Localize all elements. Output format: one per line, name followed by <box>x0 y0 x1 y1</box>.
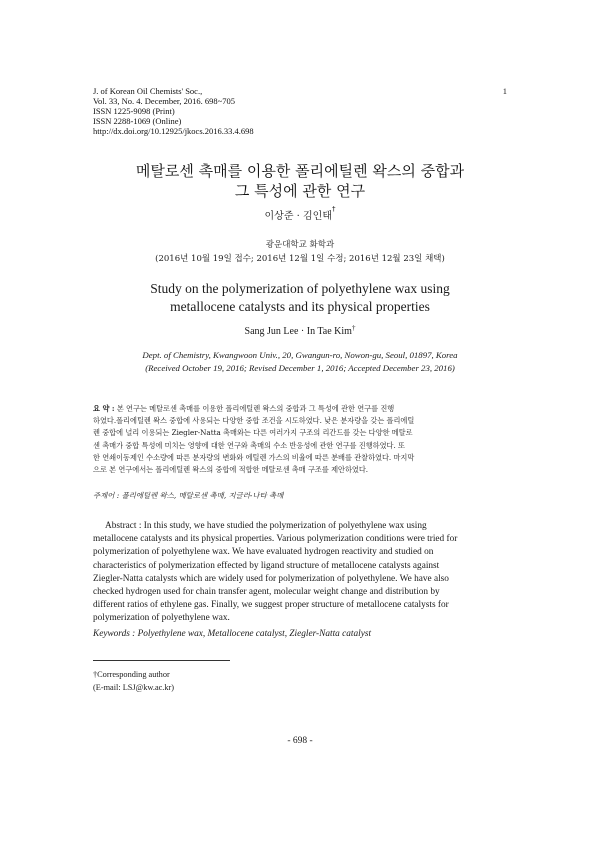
korean-affiliation <box>0 238 600 266</box>
english-title-line-2: metallocene catalysts and its physical properties <box>170 299 430 314</box>
english-abstract-line: polymerization of polyethylene wax. <box>93 613 230 624</box>
english-abstract-line: Ziegler-Natta catalysts which are widely used for polymerization of polyethylene. We have also <box>93 573 449 584</box>
korean-abstract-line: 센 촉매가 중합 특성에 미치는 영향에 대한 연구와 촉매의 수소 반응성에 관한 연구를 진행하였다. 또 <box>93 440 405 450</box>
korean-authors <box>0 207 600 222</box>
english-abstract-line: : In this study, we have studied the polymerization of polyethylene wax using <box>136 521 427 531</box>
english-abstract <box>93 520 506 626</box>
english-dates: (Received October 19, 2016; Revised December 1, 2016; Accepted December 23, 2016) <box>145 363 455 373</box>
korean-dates: (2016년 10월 19일 접수; 2016년 12월 1일 수정; 2016년 12월 23일 채택) <box>155 254 445 264</box>
english-abstract-line: different ratios of ethylene gas. Finally, we suggest proper structure of metallocene catalysts for <box>93 600 449 611</box>
korean-abstract-line: 한 연쇄이동제인 수소량에 따른 분자량의 변화와 에틸렌 가스의 비율에 따른 분배를 관찰하였다. 마지막 <box>93 452 415 462</box>
corresponding-mark: † <box>332 205 336 213</box>
journal-header <box>93 86 433 136</box>
issn-print: ISSN 1225-9098 (Print) <box>93 106 175 116</box>
footnote-divider <box>93 660 230 661</box>
page-number: - 698 - <box>287 736 313 746</box>
korean-department: 광운대학교 화학과 <box>265 240 335 250</box>
korean-keywords: 주제어 : 폴리에틸렌 왁스, 메탈로센 촉매, 지글러-나타 촉매 <box>93 491 284 500</box>
journal-name: J. of Korean Oil Chemists' Soc., <box>93 86 203 96</box>
korean-abstract <box>93 403 506 476</box>
korean-abstract-line: 렌 중합에 널리 이용되는 Ziegler-Natta 촉매와는 다른 여러가지 구조의 리간드를 갖는 다양한 메탈로 <box>93 428 413 438</box>
english-abstract-line: polymerization of polyethylene wax. We have evaluated hydrogen reactivity and studied on <box>93 547 434 558</box>
english-author-names: Sang Jun Lee · In Tae Kim <box>244 326 352 337</box>
korean-abstract-line: 하였다.폴리에틸렌 왁스 중합에 사용되는 다양한 중합 조건을 시도하였다. 낮은 분자량을 갖는 폴리에틸 <box>93 416 415 426</box>
journal-volume: Vol. 33, No. 4. December, 2016. 698~705 <box>93 96 235 106</box>
english-title <box>60 280 540 316</box>
korean-title <box>60 161 540 201</box>
page-marker: 1 <box>502 86 507 96</box>
corresponding-author-note: †Corresponding author <box>93 670 170 679</box>
korean-title-line-1: 메탈로센 촉매를 이용한 폴리에틸렌 왁스의 중합과 <box>135 162 465 180</box>
korean-abstract-line: 으로 본 연구에서는 폴리에틸렌 왁스의 중합에 적합한 메탈로센 촉매 구조를 제안하였다. <box>93 465 369 475</box>
english-title-line-1: Study on the polymerization of polyethylene wax using <box>150 281 450 296</box>
doi-link[interactable]: http://dx.doi.org/10.12925/jkocs.2016.33.4.698 <box>93 126 254 136</box>
issn-online: ISSN 2288-1069 (Online) <box>93 116 182 126</box>
korean-author-names: 이상준 · 김인태 <box>264 211 332 222</box>
english-keywords: Keywords : Polyethylene wax, Metallocene catalyst, Ziegler-Natta catalyst <box>93 629 372 639</box>
english-department: Dept. of Chemistry, Kwangwoon Univ., 20, Gwangun-ro, Nowon-gu, Seoul, 01897, Korea <box>142 350 458 360</box>
korean-title-line-2: 그 특성에 관한 연구 <box>234 182 366 200</box>
english-abstract-label: Abstract <box>105 521 137 531</box>
korean-abstract-line: 본 연구는 메탈로센 촉매를 이용한 폴리에틸렌 왁스의 중합과 그 특성에 관한 연구를 진행 <box>114 404 395 413</box>
footnote <box>93 669 393 694</box>
english-abstract-line: metallocene catalysts and its physical properties. Various polymerization conditions were tried for <box>93 534 458 545</box>
corresponding-mark-en: † <box>351 324 356 332</box>
english-affiliation <box>0 349 600 375</box>
english-abstract-line: characteristics of polymerization effected by ligand structure of metallocene catalysts against <box>93 560 440 571</box>
author-email[interactable]: (E-mail: LSJ@kw.ac.kr) <box>93 682 175 692</box>
english-authors <box>0 326 600 337</box>
english-abstract-line: checked hydrogen used for chain transfer agent, molecular weight change and distribution by <box>93 587 440 598</box>
korean-abstract-label: 요 약 : <box>93 404 115 413</box>
